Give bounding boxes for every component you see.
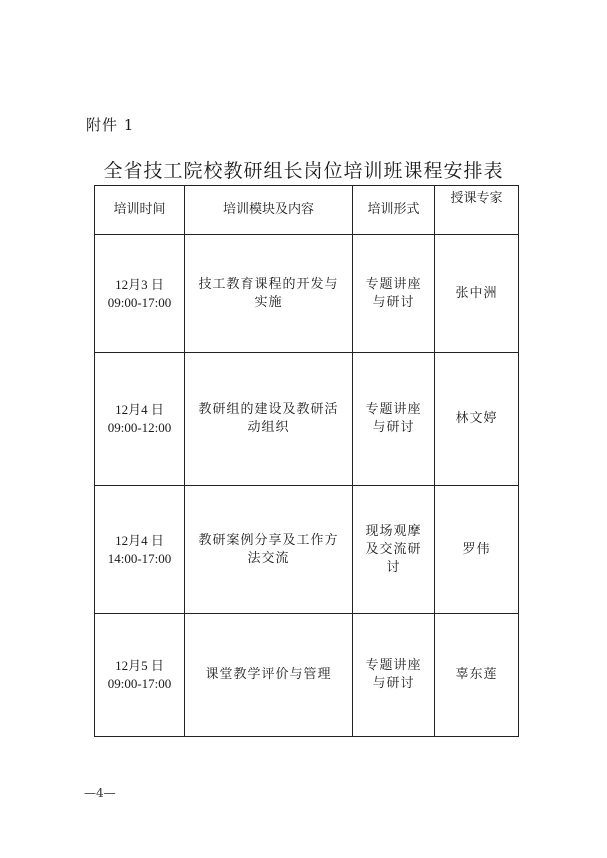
expert-cell: [435, 614, 519, 737]
table-header-row: [95, 186, 519, 235]
expert-cell: [435, 235, 519, 353]
form-cell: [353, 353, 435, 486]
expert-text: 张中洲: [455, 285, 498, 301]
content-cell: [185, 353, 353, 486]
header-training-form: 培训形式: [353, 186, 435, 235]
content-cell: [185, 486, 353, 614]
table-row: [95, 353, 519, 486]
document-title: 全省技工院校教研组长岗位培训班课程安排表: [103, 160, 504, 182]
time-cell: [95, 486, 185, 614]
attachment-label: 附件 1: [86, 116, 135, 134]
table-row: [95, 235, 519, 353]
content-text: 教研组的建设及教研活动组织: [198, 402, 339, 435]
form-cell: [353, 614, 435, 737]
table-row: [95, 614, 519, 737]
content-text: 技工教育课程的开发与实施: [198, 276, 339, 310]
page-number: —4—: [84, 786, 116, 800]
content-text: 教研案例分享及工作方法交流: [198, 532, 339, 566]
time-range-text: 14:00-17:00: [107, 550, 172, 566]
time-range-text: 09:00-17:00: [107, 676, 172, 691]
date-text: 12月5 日: [115, 658, 164, 673]
table-row: [95, 486, 519, 614]
form-text: 专题讲座与研讨: [365, 402, 422, 435]
expert-cell: [435, 353, 519, 486]
content-text: 课堂教学评价与管理: [205, 667, 332, 682]
form-text: 专题讲座与研讨: [365, 658, 422, 691]
date-text: 12月4 日: [115, 402, 164, 417]
expert-text: 辜东莲: [455, 667, 498, 682]
time-range-text: 09:00-12:00: [107, 420, 172, 435]
schedule-table: [94, 185, 519, 737]
form-text: 现场观摩及交流研讨: [365, 523, 422, 575]
expert-text: 林文婷: [455, 411, 498, 426]
content-cell: [185, 235, 353, 353]
header-module-content: 培训模块及内容: [185, 186, 353, 235]
form-text: 专题讲座与研讨: [365, 276, 422, 310]
form-cell: [353, 235, 435, 353]
date-text: 12月4 日: [115, 532, 164, 548]
header-expert: 授课专家: [435, 186, 519, 235]
time-range-text: 09:00-17:00: [107, 294, 172, 310]
date-text: 12月3 日: [115, 276, 164, 292]
form-cell: [353, 486, 435, 614]
time-cell: [95, 235, 185, 353]
time-cell: [95, 614, 185, 737]
content-cell: [185, 614, 353, 737]
expert-text: 罗伟: [462, 541, 491, 557]
header-training-time: 培训时间: [95, 186, 185, 235]
expert-cell: [435, 486, 519, 614]
time-cell: [95, 353, 185, 486]
